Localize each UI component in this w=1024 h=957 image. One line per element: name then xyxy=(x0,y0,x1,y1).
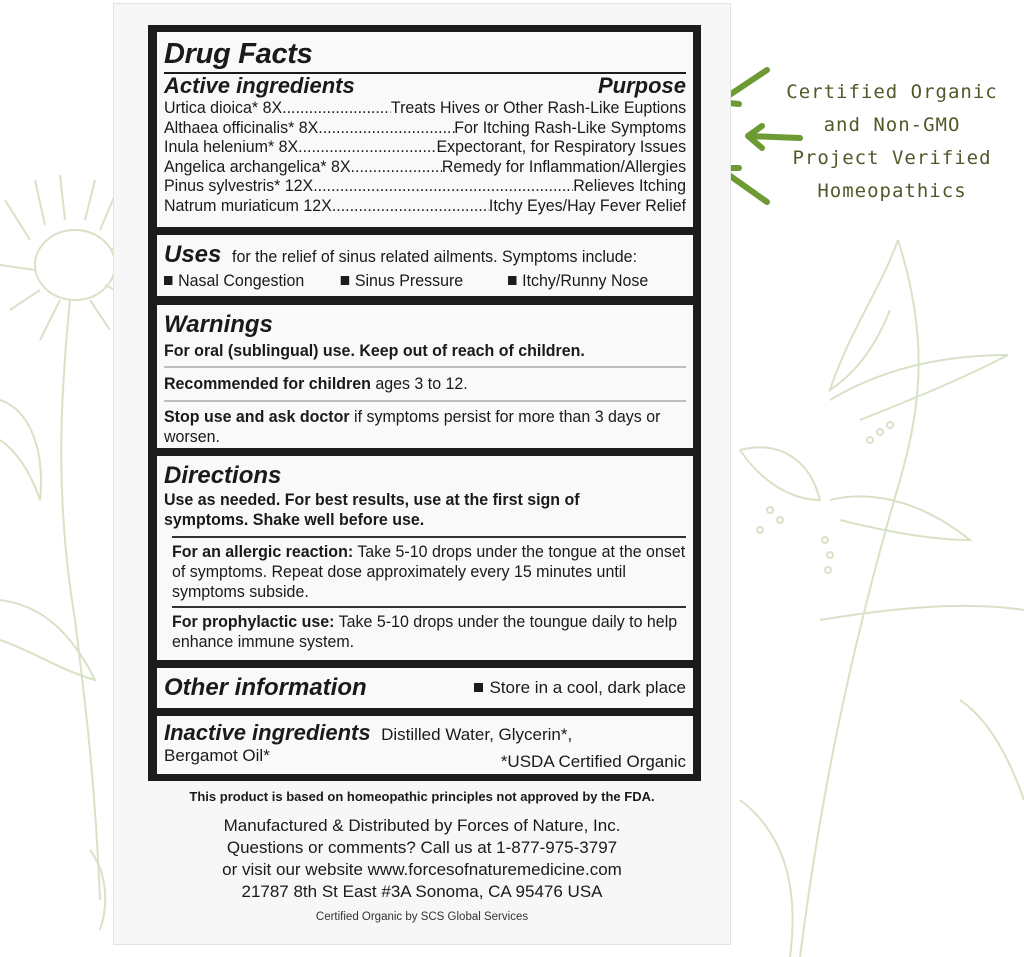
ingredient-name: Urtica dioica* 8X xyxy=(164,98,283,117)
organic-certification-callout xyxy=(760,76,1024,208)
bullet-icon xyxy=(508,276,516,285)
warnings-section xyxy=(157,305,693,448)
ingredient-row xyxy=(164,137,686,157)
symptom-item: Nasal Congestion xyxy=(164,271,341,291)
bullet-icon xyxy=(341,276,349,285)
ingredient-purpose: Remedy for Inflammation/Allergies xyxy=(441,156,687,176)
ingredient-purpose: Treats Hives or Other Rash-Like Euptions xyxy=(390,98,687,117)
ingredient-purpose: Itchy Eyes/Hay Fever Relief xyxy=(488,195,687,215)
symptom-item: Itchy/Runny Nose xyxy=(508,271,648,291)
ingredient-row xyxy=(164,196,686,216)
ingredient-name: Natrum muriaticum 12X xyxy=(164,195,332,215)
ingredient-name: Inula helenium* 8X xyxy=(164,137,299,156)
leaf-illustration xyxy=(740,240,1024,957)
ingredient-row xyxy=(164,118,686,138)
ingredient-purpose: Expectorant, for Respiratory Issues xyxy=(436,137,687,156)
ingredient-purpose: For Itching Rash-Like Symptoms xyxy=(454,117,687,137)
manufacturer-line: Manufactured & Distributed by Forces of Nature, Inc. xyxy=(223,816,621,835)
uses-text: for the relief of sinus related ailments. Symptoms include: xyxy=(231,247,637,266)
uses-heading: Uses xyxy=(164,241,222,268)
symptom-item: Sinus Pressure xyxy=(341,271,508,291)
direction-allergic: For an allergic reaction: Take 5-10 drops under the tongue at the onset of symptoms. Repeat dose approximately every 15 minutes until symptoms subside. xyxy=(172,542,686,601)
ingredients-header-row xyxy=(164,74,686,98)
purpose-heading: Purpose xyxy=(597,73,686,98)
drug-facts-panel xyxy=(148,25,701,781)
direction-prophylactic: For prophylactic use: Take 5-10 drops under the toungue daily to help enhance immune system. xyxy=(172,612,678,651)
divider xyxy=(164,400,686,402)
divider xyxy=(164,366,686,368)
inactive-ingredients-list: Distilled Water, Glycerin*, xyxy=(381,725,573,744)
callout-line: Project Verified xyxy=(792,147,992,169)
ingredient-row xyxy=(164,176,686,196)
ingredient-name: Pinus sylvestris* 12X xyxy=(164,176,314,195)
address-line: 21787 8th St East #3A Sonoma, CA 95476 USA xyxy=(241,882,603,901)
other-information-heading: Other information xyxy=(164,674,367,701)
inactive-ingredients-list-cont: Bergamot Oil* xyxy=(164,746,270,765)
warning-children: Recommended for children ages 3 to 12. xyxy=(164,374,468,393)
directions-intro: Use as needed. For best results, use at the first sign of symptoms. Shake well before use. xyxy=(164,490,580,529)
bullet-icon xyxy=(164,276,172,285)
phone-line: Questions or comments? Call us at 1-877-975-3797 xyxy=(226,838,618,857)
divider xyxy=(172,536,686,538)
fda-notice: This product is based on homeopathic principles not approved by the FDA. xyxy=(189,789,655,804)
directions-heading: Directions xyxy=(164,462,282,489)
inactive-ingredients-section xyxy=(157,716,693,774)
ingredient-name: Althaea officinalis* 8X xyxy=(164,117,319,137)
callout-line: Homeopathics xyxy=(817,180,967,202)
callout-line: Certified Organic xyxy=(786,81,998,103)
organic-footnote: *USDA Certified Organic xyxy=(500,752,686,771)
inactive-ingredients-heading: Inactive ingredients xyxy=(164,720,371,745)
bullet-icon xyxy=(474,683,483,692)
symptoms-list xyxy=(164,271,686,291)
manufacturer-info xyxy=(113,815,731,903)
ingredient-row xyxy=(164,98,686,118)
warning-stop-use: Stop use and ask doctor if symptoms persist for more than 3 days or worsen. xyxy=(164,407,661,446)
ingredient-row xyxy=(164,157,686,177)
warnings-heading: Warnings xyxy=(164,311,273,338)
active-ingredients-section xyxy=(157,32,693,227)
ingredient-purpose: Relieves Itching xyxy=(573,176,687,195)
divider xyxy=(172,606,686,608)
drug-facts-title: Drug Facts xyxy=(164,38,313,70)
other-information-section xyxy=(157,668,693,708)
ingredient-name: Angelica archangelica* 8X xyxy=(164,156,351,176)
website-line: or visit our website www.forcesofnaturemedicine.com xyxy=(222,860,622,879)
uses-section xyxy=(157,235,693,296)
directions-section xyxy=(157,456,693,660)
certifier-line: Certified Organic by SCS Global Services xyxy=(315,911,529,923)
warning-oral-use: For oral (sublingual) use. Keep out of reach of children. xyxy=(164,341,585,360)
active-ingredients-heading: Active ingredients xyxy=(164,73,355,98)
storage-instruction: Store in a cool, dark place xyxy=(474,678,686,698)
callout-line: and Non-GMO xyxy=(823,114,961,136)
